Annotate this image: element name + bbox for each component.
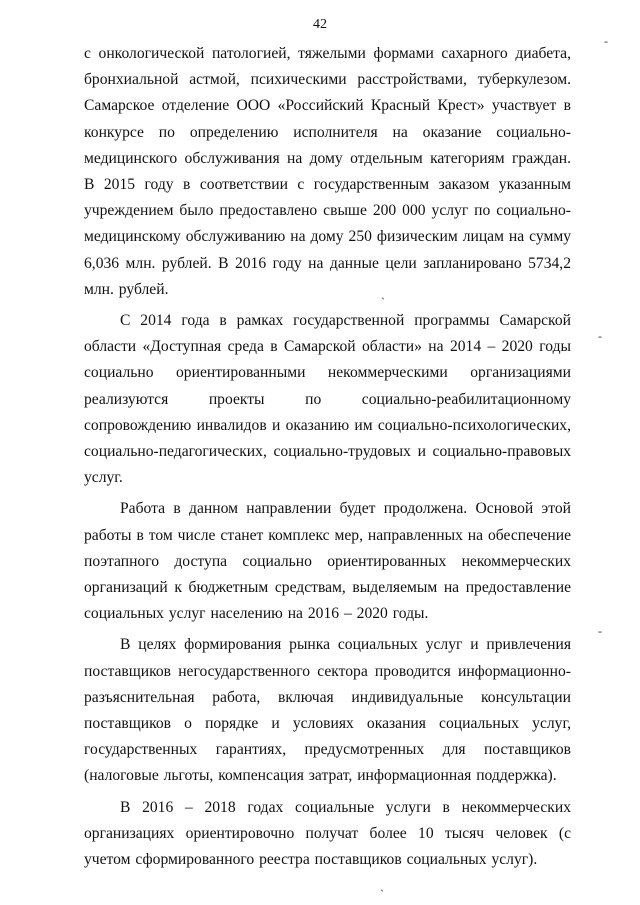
scan-speck: - [598,624,602,638]
scan-speck: - [598,329,602,343]
page-number: 42 [313,17,327,32]
paragraph-3: Работа в данном направлении будет продолжена. Основой этой работы в том числе станет комплекс мер, направленных на обеспечение поэтапного доступа социально ориентированных некоммерческих организаций к бюджетным средствам, выделяемым на предоставление социальных услуг населению на 2016 – 2020 годы. [84,500,571,623]
document-body [84,41,571,873]
scan-speck: ` [381,295,385,309]
paragraph-4: В целях формирования рынка социальных услуг и привлечения поставщиков негосударственного сектора проводится информационно-разъяснительная работа, включая индивидуальные консультации поставщиков о порядке и условиях оказания социальных услуг, государственных гарантиях, предусмотренных для поставщиков (налоговые льготы, компенсация затрат, информационная поддержка). [84,636,571,785]
scan-speck: ` [380,887,384,901]
paragraph-1: с онкологической патологией, тяжелыми формами сахарного диабета, бронхиальной астмой, психическими расстройствами, туберкулезом. Самарское отделение ООО «Российский Красный Крест» участвует в конкурсе по определению исполнителя на оказание социально-медицинского обслуживания на дому отдельным категориям граждан. В 2015 году в соответствии с государственным заказом указанным учреждением было предоставлено свыше 200 000 услуг по социально-медицинскому обслуживанию на дому 250 физическим лицам на сумму 6,036 млн. рублей. В 2016 году на данные цели запланировано 5734,2 млн. рублей. [84,45,571,298]
paragraph-2: С 2014 года в рамках государственной программы Самарской области «Доступная среда в Самарской области» на 2014 – 2020 годы социально ориентированными некоммерческими организациями реализуются проекты по социально-реабилитационному сопровождению инвалидов и оказанию им социально-психологических, социально-педагогических, социально-трудовых и социально-правовых услуг. [84,312,571,487]
scan-speck: - [604,34,608,48]
paragraph-5: В 2016 – 2018 годах социальные услуги в некоммерческих организациях ориентировочно получат более 10 тысяч человек (с учетом сформированного реестра поставщиков социальных услуг). [84,798,571,869]
